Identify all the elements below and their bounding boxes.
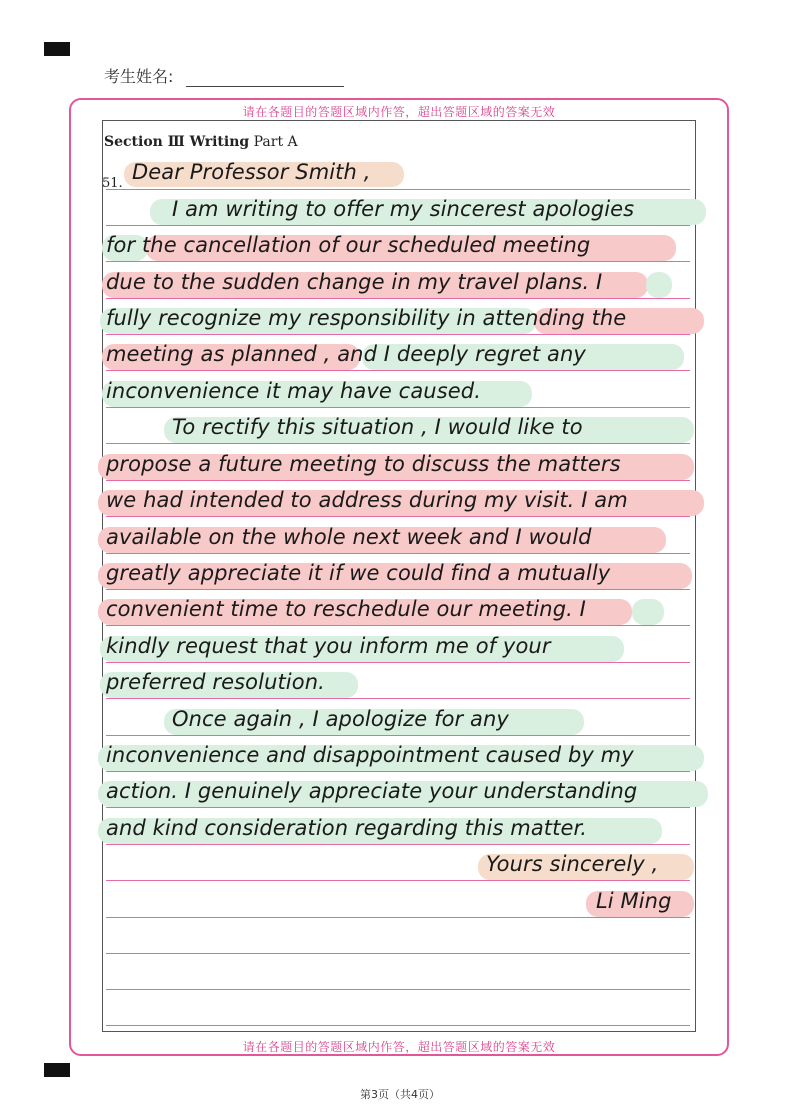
letter-line: inconvenience and disappointment caused by my xyxy=(106,743,634,767)
letter-line: preferred resolution. xyxy=(106,670,325,694)
letter-line: convenient time to reschedule our meeting. I xyxy=(106,597,586,621)
letter-line: fully recognize my responsibility in attending the xyxy=(106,306,627,330)
ruled-line xyxy=(106,844,690,845)
ruled-line xyxy=(106,589,690,590)
ruled-line xyxy=(106,662,690,663)
letter-line: inconvenience it may have caused. xyxy=(106,379,481,403)
highlight xyxy=(646,272,672,298)
ruled-line xyxy=(106,407,690,408)
letter-line: for the cancellation of our scheduled meeting xyxy=(106,233,591,257)
salutation: Dear Professor Smith , xyxy=(132,160,371,184)
ruled-line xyxy=(106,480,690,481)
section-title-part: Part A xyxy=(253,134,298,150)
ruled-line xyxy=(106,698,690,699)
ruled-line xyxy=(106,989,690,990)
highlight xyxy=(632,599,664,625)
letter-line: action. I genuinely appreciate your understanding xyxy=(106,779,638,803)
page-number: 第3页（共4页） xyxy=(360,1088,440,1101)
ruled-line xyxy=(106,880,690,881)
letter-line: propose a future meeting to discuss the matters xyxy=(106,452,621,476)
ruled-line xyxy=(106,1025,690,1026)
notice-bottom: 请在各题目的答题区域内作答，超出答题区域的答案无效 xyxy=(242,1040,556,1054)
ruled-line xyxy=(106,261,690,262)
question-number: 51. xyxy=(102,176,123,191)
ruled-line xyxy=(106,516,690,517)
letter-line: available on the whole next week and I would xyxy=(106,525,592,549)
ruled-line xyxy=(106,334,690,335)
letter-line: meeting as planned , and I deeply regret any xyxy=(106,342,586,366)
letter-line: due to the sudden change in my travel plans. I xyxy=(106,270,603,294)
candidate-name-label: 考生姓名: xyxy=(104,67,174,86)
closing: Yours sincerely , xyxy=(486,852,659,876)
letter-line: we had intended to address during my visit. I am xyxy=(106,488,628,512)
ruled-line xyxy=(106,370,690,371)
letter-line: I am writing to offer my sincerest apologies xyxy=(172,197,635,221)
letter-line: and kind consideration regarding this matter. xyxy=(106,816,588,840)
notice-top: 请在各题目的答题区域内作答，超出答题区域的答案无效 xyxy=(242,105,556,119)
letter-line: greatly appreciate it if we could find a mutually xyxy=(106,561,611,585)
candidate-name-field[interactable] xyxy=(186,86,344,87)
signature: Li Ming xyxy=(596,889,672,913)
ruled-line xyxy=(106,917,690,918)
letter-line: To rectify this situation , I would like to xyxy=(172,415,583,439)
ruled-line xyxy=(106,298,690,299)
letter-line: Once again , I apologize for any xyxy=(172,707,509,731)
registration-mark-top xyxy=(44,42,70,56)
ruled-line xyxy=(106,443,690,444)
ruled-line xyxy=(106,771,690,772)
ruled-line xyxy=(106,225,690,226)
ruled-line xyxy=(106,189,690,190)
registration-mark-bottom xyxy=(44,1063,70,1077)
ruled-line xyxy=(106,807,690,808)
section-title-bold: Section Ⅲ Writing xyxy=(104,134,250,150)
ruled-line xyxy=(106,735,690,736)
ruled-line xyxy=(106,625,690,626)
ruled-line xyxy=(106,953,690,954)
section-title xyxy=(104,134,298,150)
letter-line: kindly request that you inform me of your xyxy=(106,634,551,658)
ruled-line xyxy=(106,553,690,554)
